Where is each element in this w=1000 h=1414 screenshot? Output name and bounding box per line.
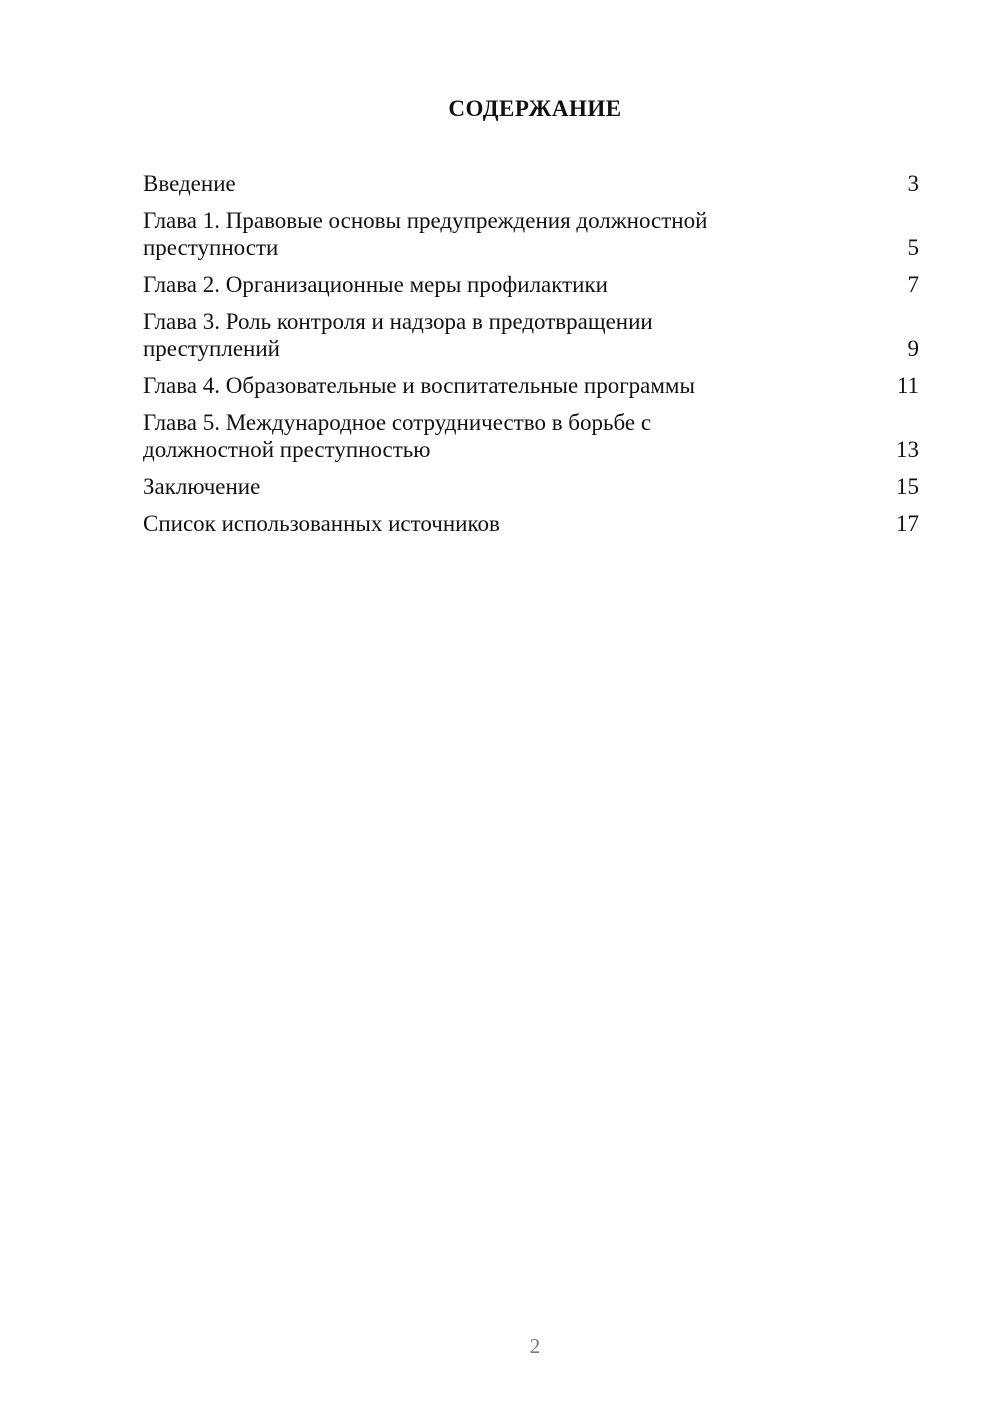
toc-entry-title: Глава 4. Образовательные и воспитательные программы xyxy=(143,373,695,398)
toc-entry-title: Список использованных источников xyxy=(143,511,500,536)
page-title: СОДЕРЖАНИЕ xyxy=(448,96,622,121)
toc-entry xyxy=(143,271,919,298)
toc-entry-page: 3 xyxy=(907,171,919,196)
toc-entry xyxy=(143,308,919,362)
toc-entry-page: 13 xyxy=(896,437,919,462)
toc-entry-page: 17 xyxy=(896,511,919,536)
toc-entry-title: Глава 2. Организационные меры профилактики xyxy=(143,272,608,297)
toc-entry xyxy=(143,170,919,197)
toc-entry-title: Введение xyxy=(143,171,236,196)
toc-entry-title: Заключение xyxy=(143,474,261,499)
toc-entry-page: 9 xyxy=(907,336,919,361)
toc-entry-page: 7 xyxy=(907,272,919,297)
page-number: 2 xyxy=(529,1334,541,1358)
toc-entry-page: 5 xyxy=(907,235,919,260)
toc-entry-page: 11 xyxy=(896,373,919,398)
toc-entry xyxy=(143,510,919,537)
toc-entry xyxy=(143,372,919,399)
toc-entry-title: Глава 1. Правовые основы предупреждения должностной преступности xyxy=(143,208,708,260)
toc-entry xyxy=(143,207,919,261)
toc-entry-title: Глава 5. Международное сотрудничество в борьбе с должностной преступностью xyxy=(143,410,652,462)
table-of-contents xyxy=(143,170,919,547)
toc-entry xyxy=(143,473,919,500)
toc-entry-page: 15 xyxy=(896,474,919,499)
toc-entry-title: Глава 3. Роль контроля и надзора в предотвращении преступлений xyxy=(143,309,653,361)
toc-entry xyxy=(143,409,919,463)
